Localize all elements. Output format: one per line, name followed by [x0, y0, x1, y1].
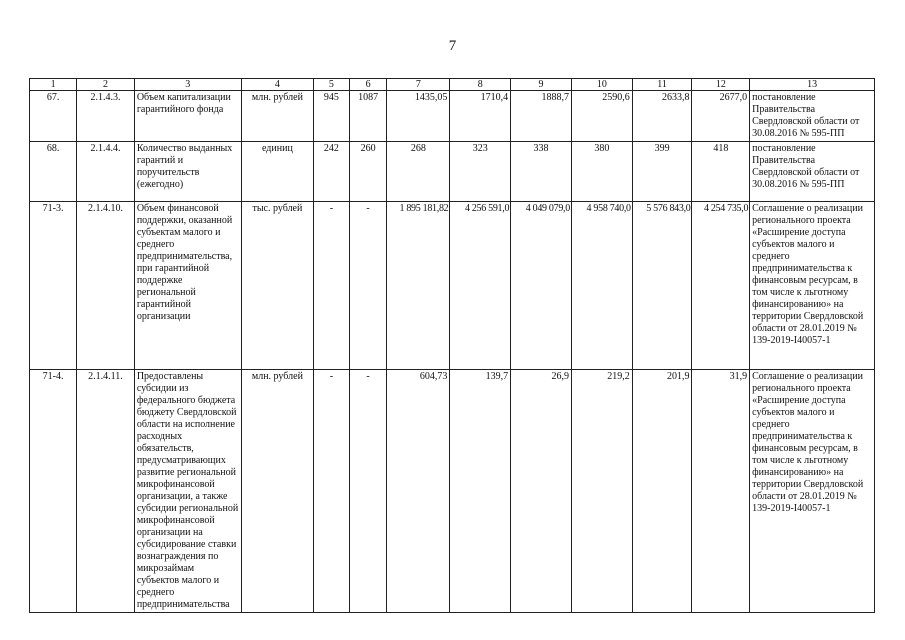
page-number: 7 — [448, 38, 457, 54]
unit-cell: единиц — [241, 142, 313, 202]
column-header: 6 — [349, 79, 387, 91]
column-header: 1 — [30, 79, 77, 91]
value-cell: 5 576 843,0 — [632, 202, 692, 370]
value-cell: - — [314, 202, 350, 370]
legal-basis-text: Соглашение о реализации регионального проекта «Расширение доступа субъектов малого и среднего предпринимательства к финансовым ресурсам, в том числе к льготному финансированию» на территории Свердловской области от 28.01.2019 № 139-2019-I40057-1 — [752, 203, 864, 346]
value-cell: 2677,0 — [692, 91, 750, 142]
row-number-cell: 71-3. — [30, 202, 77, 370]
column-header: 11 — [632, 79, 692, 91]
indicator-name-text: Объем финансовой поддержки, оказанной субъектам малого и среднего предпринимательства, при гарантийной поддержке региональной гарантийной организации — [136, 203, 233, 322]
unit-cell: тыс. рублей — [241, 202, 313, 370]
row-number-cell: 67. — [30, 91, 77, 142]
row-code-cell: 2.1.4.3. — [77, 91, 135, 142]
value-cell: 2633,8 — [632, 91, 692, 142]
indicator-name-text: Объем капитализации гарантийного фонда — [136, 92, 231, 115]
value-cell: 399 — [632, 142, 692, 202]
value-cell: - — [349, 202, 387, 370]
value-cell: 323 — [450, 142, 511, 202]
value-cell: 380 — [571, 142, 632, 202]
value-cell: 1888,7 — [511, 91, 572, 142]
legal-basis-cell — [750, 202, 875, 370]
column-header: 13 — [750, 79, 875, 91]
indicator-name-cell — [134, 370, 241, 613]
row-number-cell: 68. — [30, 142, 77, 202]
legal-basis-cell — [750, 91, 875, 142]
value-cell: 1710,4 — [450, 91, 511, 142]
row-code-cell: 2.1.4.10. — [77, 202, 135, 370]
row-code-cell: 2.1.4.4. — [77, 142, 135, 202]
value-cell: 2590,6 — [571, 91, 632, 142]
unit-cell: млн. рублей — [241, 370, 313, 613]
value-cell: - — [314, 370, 350, 613]
column-header: 3 — [134, 79, 241, 91]
value-cell: 242 — [314, 142, 350, 202]
column-header: 2 — [77, 79, 135, 91]
value-cell: 338 — [511, 142, 572, 202]
legal-basis-text: постановление Правительства Свердловской области от 30.08.2016 № 595-ПП — [752, 92, 860, 139]
column-header: 10 — [571, 79, 632, 91]
table-header-row — [30, 79, 875, 91]
value-cell: 1435,05 — [387, 91, 450, 142]
column-header: 7 — [387, 79, 450, 91]
legal-basis-cell — [750, 370, 875, 613]
value-cell: 31,9 — [692, 370, 750, 613]
table-row — [30, 142, 875, 202]
table-row — [30, 202, 875, 370]
value-cell: - — [349, 370, 387, 613]
table-row — [30, 370, 875, 613]
value-cell: 1087 — [349, 91, 387, 142]
column-header: 9 — [511, 79, 572, 91]
indicators-table — [29, 78, 875, 613]
row-number-cell: 71-4. — [30, 370, 77, 613]
indicator-name-cell — [134, 91, 241, 142]
value-cell: 4 254 735,0 — [692, 202, 750, 370]
indicator-name-cell — [134, 142, 241, 202]
value-cell: 4 256 591,0 — [450, 202, 511, 370]
column-header: 4 — [241, 79, 313, 91]
value-cell: 268 — [387, 142, 450, 202]
value-cell: 4 049 079,0 — [511, 202, 572, 370]
value-cell: 260 — [349, 142, 387, 202]
value-cell: 945 — [314, 91, 350, 142]
value-cell: 201,9 — [632, 370, 692, 613]
value-cell: 219,2 — [571, 370, 632, 613]
column-header: 12 — [692, 79, 750, 91]
indicator-name-text: Предоставлены субсидии из федерального бюджета бюджету Свердловской области на исполнение расходных обязательств, предусматривающих развитие региональной микрофинансовой организации, а также субсидии региональной микрофинансовой организации на субсидирование ставки вознаграждения по микрозаймам субъектов малого и среднего предпринимательства — [136, 371, 239, 610]
column-header: 5 — [314, 79, 350, 91]
value-cell: 139,7 — [450, 370, 511, 613]
unit-cell: млн. рублей — [241, 91, 313, 142]
column-header: 8 — [450, 79, 511, 91]
indicator-name-cell — [134, 202, 241, 370]
legal-basis-text: постановление Правительства Свердловской области от 30.08.2016 № 595-ПП — [752, 143, 860, 190]
row-code-cell: 2.1.4.11. — [77, 370, 135, 613]
value-cell: 418 — [692, 142, 750, 202]
table-row — [30, 91, 875, 142]
value-cell: 26,9 — [511, 370, 572, 613]
value-cell: 4 958 740,0 — [571, 202, 632, 370]
legal-basis-text: Соглашение о реализации регионального проекта «Расширение доступа субъектов малого и среднего предпринимательства к финансовым ресурсам, в том числе к льготному финансированию» на территории Свердловской области от 28.01.2019 № 139-2019-I40057-1 — [752, 371, 864, 514]
indicator-name-text: Количество выданных гарантий и поручительств (ежегодно) — [136, 143, 233, 190]
value-cell: 1 895 181,82 — [387, 202, 450, 370]
value-cell: 604,73 — [387, 370, 450, 613]
legal-basis-cell — [750, 142, 875, 202]
